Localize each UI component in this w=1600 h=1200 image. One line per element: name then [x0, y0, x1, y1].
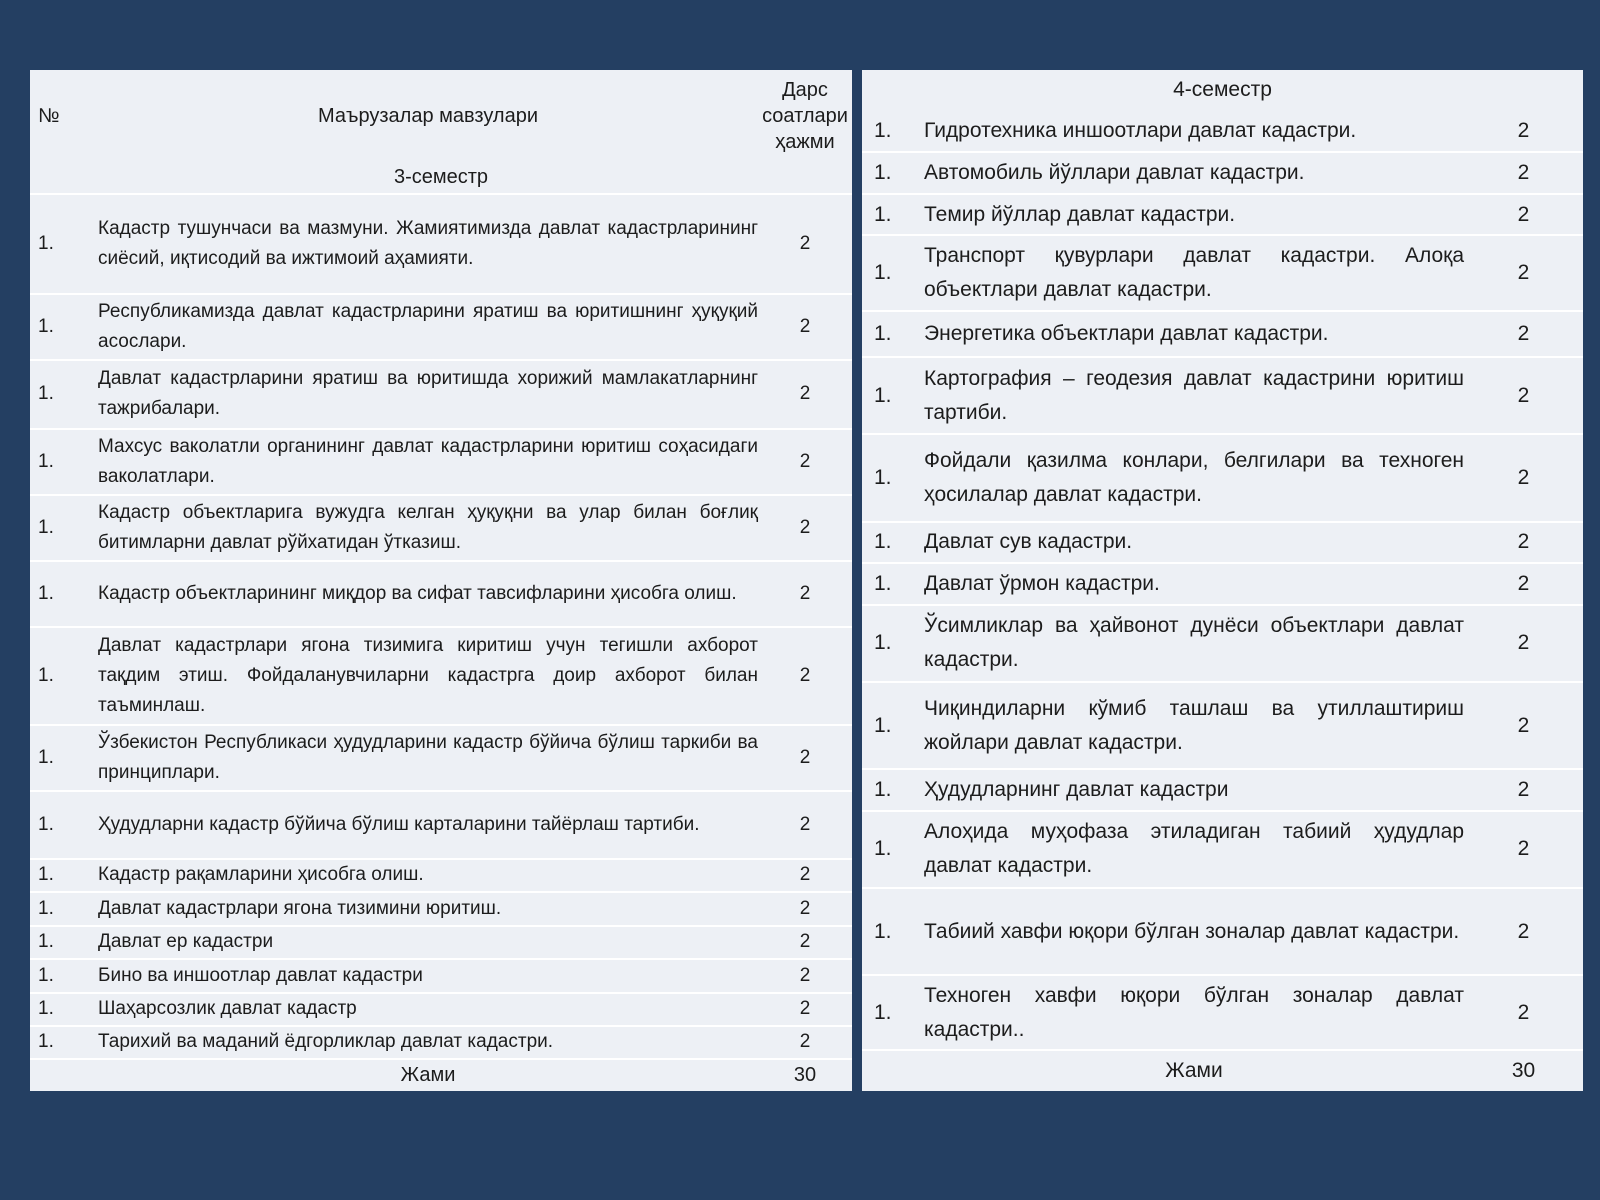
- row-number: 1.: [874, 778, 892, 802]
- table-row: [862, 769, 1583, 811]
- row-topic: [98, 627, 758, 725]
- total-empty-cell: [30, 1059, 98, 1091]
- row-topic-text: Темир йўллар давлат кадастри.: [924, 202, 1236, 226]
- row-hours: 2: [1517, 1000, 1530, 1024]
- row-number: 1.: [38, 864, 54, 886]
- table-row: [862, 605, 1583, 682]
- row-topic: [98, 1026, 758, 1059]
- row-topic: [924, 888, 1464, 975]
- row-topic: [98, 791, 758, 859]
- row-number: 1.: [38, 582, 54, 604]
- lectures-table-semester-4: [862, 70, 1583, 1091]
- row-hours: 2: [1517, 778, 1530, 802]
- row-topic: [924, 563, 1464, 605]
- row-hours: 2: [1517, 118, 1530, 142]
- row-topic-text: Табиий хавфи юқори бўлган зоналар давлат кадастри.: [924, 919, 1460, 943]
- total-label: Жами: [1165, 1059, 1223, 1083]
- row-number: 1.: [874, 260, 892, 284]
- row-topic-text: Картография – геодезия давлат кадастрини юритиш тартиби.: [924, 366, 1464, 424]
- row-number: 1.: [38, 747, 54, 769]
- row-number: 1.: [874, 837, 892, 861]
- table-row: [30, 1026, 852, 1059]
- table-row: [862, 434, 1583, 521]
- table-row: [862, 194, 1583, 236]
- row-topic: [98, 561, 758, 627]
- table-row: [30, 959, 852, 993]
- total-hours: 30: [1511, 1059, 1536, 1083]
- row-number: 1.: [38, 516, 54, 538]
- row-number: 1.: [38, 1031, 54, 1053]
- row-number: 1.: [38, 316, 54, 338]
- total-row: [30, 1059, 852, 1091]
- row-topic-text: Давлат кадастрлари ягона тизимини юритиш.: [98, 897, 502, 919]
- table-row: [30, 791, 852, 859]
- row-number: 1.: [38, 665, 54, 687]
- semester-label: 3-семестр: [393, 166, 489, 189]
- row-hours: 2: [799, 998, 811, 1020]
- row-topic-text: Шаҳарсозлик давлат кадастр: [98, 998, 357, 1020]
- row-hours: 2: [799, 1031, 811, 1053]
- table-row: [862, 522, 1583, 564]
- row-hours: 2: [799, 582, 811, 604]
- row-number: 1.: [38, 897, 54, 919]
- row-number: 1.: [874, 321, 892, 345]
- lectures-table-semester-3: [30, 70, 852, 1091]
- row-topic-text: Республикамизда давлат кадастрларини яратиш ва юритишнинг ҳуқуқий асослари.: [98, 301, 758, 353]
- row-topic: [924, 235, 1464, 310]
- row-hours: 2: [799, 665, 811, 687]
- table-header-row: [30, 70, 852, 162]
- row-number: 1.: [38, 998, 54, 1020]
- row-number: 1.: [874, 919, 892, 943]
- table-row: [862, 563, 1583, 605]
- row-hours: 2: [799, 931, 811, 953]
- row-hours: 2: [799, 897, 811, 919]
- row-number: 1.: [38, 383, 54, 405]
- row-topic: [924, 811, 1464, 888]
- row-topic: [924, 975, 1464, 1050]
- row-hours: 2: [799, 450, 811, 472]
- header-topics: Маърузалар мавзулари: [317, 105, 539, 127]
- row-topic-text: Давлат кадастрлари ягона тизимига киритиш учун тегишли ахборот тақдим этиш. Фойдаланувчиларни кадастрга доир ахборот билан таъминлаш.: [98, 635, 758, 717]
- row-topic-text: Кадастр тушунчаси ва мазмуни. Жамиятимизда давлат кадастрларининг сиёсий, иқтисодий ва ижтимоий аҳамияти.: [98, 218, 758, 270]
- header-hours: Дарс соатлари ҳажми: [762, 79, 848, 153]
- row-topic: [98, 993, 758, 1026]
- row-topic: [98, 360, 758, 428]
- row-number: 1.: [874, 465, 892, 489]
- row-number: 1.: [38, 233, 54, 255]
- row-number: 1.: [874, 118, 892, 142]
- table-row: [30, 859, 852, 891]
- left-table: [30, 70, 852, 1091]
- row-number: 1.: [38, 964, 54, 986]
- total-label: Жами: [400, 1064, 456, 1087]
- table-row: [30, 294, 852, 360]
- row-topic-text: Энергетика объектлари давлат кадастри.: [924, 321, 1329, 345]
- row-topic-text: Давлат сув кадастри.: [924, 530, 1133, 554]
- total-row: [862, 1050, 1583, 1091]
- row-topic: [924, 357, 1464, 434]
- table-row: [30, 926, 852, 959]
- row-topic-text: Техноген хавфи юқори бўлган зоналар давлат кадастри..: [924, 983, 1464, 1041]
- table-row: [862, 311, 1583, 358]
- row-hours: 2: [1517, 383, 1530, 407]
- row-topic-text: Ўзбекистон Республикаси ҳудудларини кадастр бўйича бўлиш таркиби ва принциплари.: [98, 732, 758, 784]
- row-hours: 2: [799, 233, 811, 255]
- semester-row: [30, 162, 852, 194]
- row-number: 1.: [874, 530, 892, 554]
- row-hours: 2: [1517, 713, 1530, 737]
- table-row: [862, 357, 1583, 434]
- table-row: [862, 682, 1583, 769]
- table-row: [30, 993, 852, 1026]
- row-number: 1.: [874, 161, 892, 184]
- table-row: [30, 495, 852, 561]
- row-topic: [98, 429, 758, 495]
- row-topic-text: Ҳудудларни кадастр бўйича бўлиш карталарини тайёрлаш тартиби.: [98, 814, 700, 836]
- row-topic: [98, 859, 758, 891]
- table-row: [30, 360, 852, 428]
- row-number: 1.: [874, 713, 892, 737]
- row-hours: 2: [1517, 161, 1530, 184]
- header-number: №: [38, 105, 60, 127]
- row-number: 1.: [38, 450, 54, 472]
- row-topic: [924, 522, 1464, 564]
- row-hours: 2: [799, 383, 811, 405]
- row-topic: [924, 434, 1464, 521]
- row-topic-text: Ўсимликлар ва ҳайвонот дунёси объектлари давлат кадастри.: [924, 614, 1464, 672]
- row-topic-text: Чиқиндиларни кўмиб ташлаш ва утиллаштириш жойлари давлат кадастри.: [924, 696, 1464, 754]
- row-topic: [924, 111, 1464, 153]
- row-topic: [98, 959, 758, 993]
- row-number: 1.: [874, 383, 892, 407]
- row-topic: [98, 725, 758, 791]
- row-topic-text: Давлат ўрмон кадастри.: [924, 572, 1160, 595]
- row-hours: 2: [1517, 837, 1530, 861]
- row-number: 1.: [38, 931, 54, 953]
- row-topic: [98, 926, 758, 959]
- row-topic: [924, 311, 1464, 358]
- row-hours: 2: [799, 747, 811, 769]
- row-number: 1.: [874, 1000, 892, 1024]
- row-topic: [924, 682, 1464, 769]
- row-hours: 2: [799, 316, 811, 338]
- row-number: 1.: [874, 572, 892, 595]
- row-topic: [98, 495, 758, 561]
- row-topic-text: Ҳудудларнинг давлат кадастри: [924, 778, 1229, 802]
- row-hours: 2: [1517, 919, 1530, 943]
- row-topic-text: Махсус ваколатли органининг давлат кадастрларини юритиш соҳасидаги ваколатлари.: [98, 435, 758, 487]
- table-row: [862, 975, 1583, 1050]
- table-row: [862, 888, 1583, 975]
- row-topic-text: Бино ва иншоотлар давлат кадастри: [98, 964, 423, 986]
- row-hours: 2: [1517, 260, 1530, 284]
- semester-label: 4-семестр: [1173, 78, 1272, 102]
- semester-row: [862, 70, 1583, 111]
- row-number: 1.: [874, 631, 892, 655]
- row-topic-text: Давлат ер кадастри: [98, 931, 274, 953]
- row-topic: [924, 769, 1464, 811]
- row-topic: [98, 892, 758, 926]
- total-hours: 30: [793, 1063, 817, 1086]
- row-topic: [924, 194, 1464, 236]
- row-hours: 2: [799, 516, 811, 538]
- row-topic: [924, 152, 1464, 194]
- row-hours: 2: [799, 864, 811, 886]
- row-topic-text: Тарихий ва маданий ёдгорликлар давлат кадастри.: [98, 1031, 554, 1053]
- right-table: [862, 70, 1583, 1091]
- table-row: [30, 561, 852, 627]
- total-empty-cell: [862, 1050, 924, 1091]
- row-topic: [98, 194, 758, 294]
- row-hours: 2: [1517, 631, 1530, 655]
- row-topic-text: Гидротехника иншоотлари давлат кадастри.: [924, 118, 1357, 142]
- table-row: [30, 429, 852, 495]
- row-topic: [924, 605, 1464, 682]
- row-number: 1.: [874, 202, 892, 226]
- table-row: [30, 194, 852, 294]
- table-row: [862, 111, 1583, 153]
- row-topic-text: Кадастр объектларига вужудга келган ҳуқуқни ва улар билан боғлиқ битимларни давлат рўйхатидан ўтказиш.: [98, 501, 758, 553]
- table-row: [862, 235, 1583, 310]
- row-topic: [98, 294, 758, 360]
- row-hours: 2: [1517, 572, 1530, 595]
- table-row: [862, 152, 1583, 194]
- row-topic-text: Давлат кадастрларини яратиш ва юритишда хорижий мамлакатларнинг тажрибалари.: [98, 368, 758, 420]
- row-hours: 2: [799, 964, 811, 986]
- table-row: [862, 811, 1583, 888]
- row-topic-text: Алоҳида муҳофаза этиладиган табиий ҳудудлар давлат кадастри.: [924, 820, 1464, 878]
- row-number: 1.: [38, 814, 54, 836]
- row-topic-text: Кадастр объектларининг миқдор ва сифат тавсифларини ҳисобга олиш.: [98, 582, 737, 604]
- table-row: [30, 725, 852, 791]
- row-topic-text: Автомобиль йўллари давлат кадастри.: [924, 161, 1305, 184]
- row-topic-text: Фойдали қазилма конлари, белгилари ва техноген ҳосилалар давлат кадастри.: [924, 448, 1464, 506]
- row-topic-text: Кадастр рақамларини ҳисобга олиш.: [98, 864, 424, 886]
- row-hours: 2: [1517, 202, 1530, 226]
- table-row: [30, 892, 852, 926]
- row-hours: 2: [1517, 465, 1530, 489]
- row-hours: 2: [1517, 530, 1530, 554]
- row-hours: 2: [799, 814, 811, 836]
- table-row: [30, 627, 852, 725]
- row-hours: 2: [1517, 321, 1530, 345]
- row-topic-text: Транспорт қувурлари давлат кадастри. Алоқа объектлари давлат кадастри.: [924, 243, 1464, 301]
